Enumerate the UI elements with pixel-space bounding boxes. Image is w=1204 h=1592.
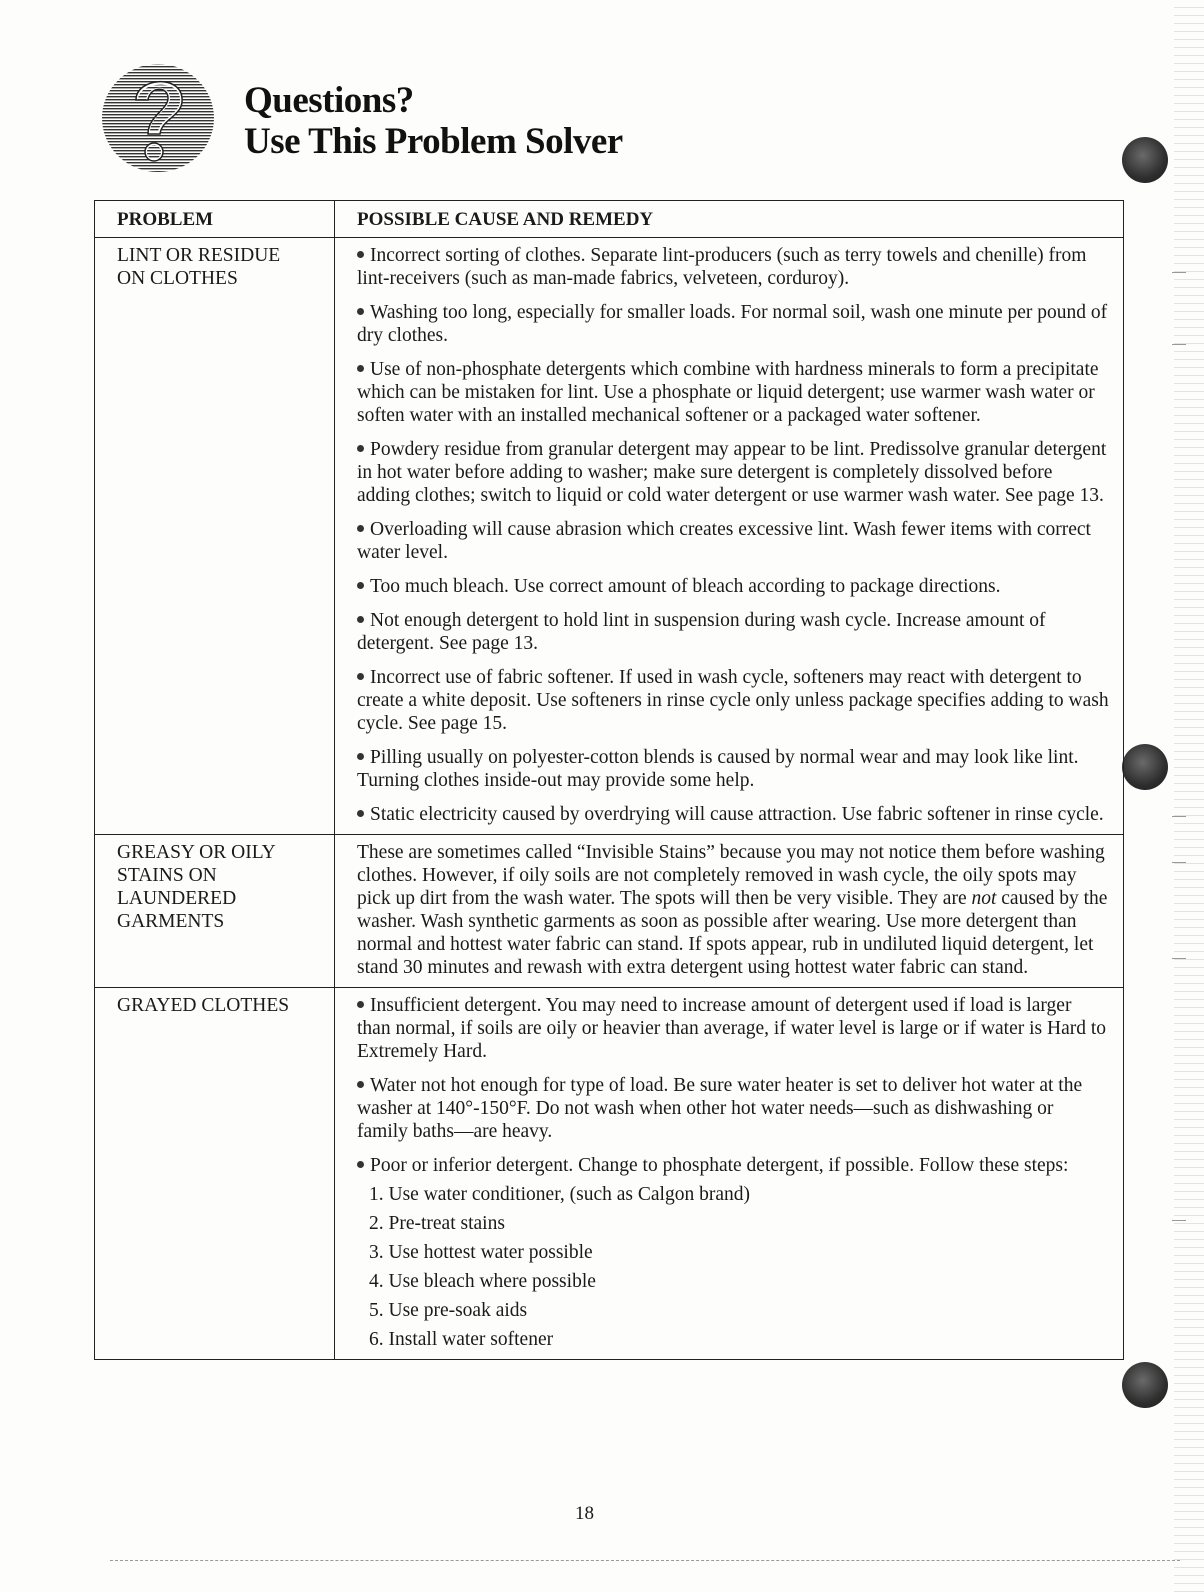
problem-solver-table	[94, 200, 1124, 1360]
bullet-icon	[357, 673, 364, 680]
binder-hole-bottom	[1122, 1362, 1168, 1408]
table-row	[95, 988, 1124, 1360]
remedy-item	[357, 1154, 1109, 1351]
edge-mark	[1172, 344, 1186, 345]
bullet-icon	[357, 753, 364, 760]
scan-edge	[1174, 0, 1204, 1592]
remedy-item	[357, 575, 1109, 598]
remedy-text: Too much bleach. Use correct amount of bleach according to package directions.	[370, 576, 1001, 597]
remedy-text: Water not hot enough for type of load. Be sure water heater is set to deliver hot water at the washer at 140°-150°F. Do not wash when other hot water needs—such as dishwashing or family baths—are heavy.	[357, 1075, 1083, 1142]
remedy-text: Washing too long, especially for smaller loads. For normal soil, wash one minute per pound of dry clothes.	[357, 302, 1108, 346]
remedy-item	[357, 803, 1109, 826]
step-item: 3. Use hottest water possible	[369, 1242, 593, 1263]
table-row	[95, 238, 1124, 835]
binder-hole-top	[1122, 137, 1168, 183]
page-number: 18	[575, 1503, 594, 1524]
remedy-cell	[335, 835, 1124, 988]
table-row	[95, 835, 1124, 988]
edge-mark	[1172, 816, 1186, 817]
remedy-item	[357, 358, 1109, 427]
problem-cell: LINT OR RESIDUE ON CLOTHES	[95, 238, 335, 835]
remedy-text: Not enough detergent to hold lint in suspension during wash cycle. Increase amount of detergent. See page 13.	[357, 610, 1046, 654]
remedy-text: Static electricity caused by overdrying will cause attraction. Use fabric softener in rinse cycle.	[370, 804, 1104, 825]
remedy-item	[357, 244, 1109, 290]
column-header-remedy: POSSIBLE CAUSE AND REMEDY	[335, 201, 1124, 238]
bullet-icon	[357, 1081, 364, 1088]
bullet-icon	[357, 308, 364, 315]
remedy-text: Use of non-phosphate detergents which combine with hardness minerals to form a precipitate which can be mistaken for lint. Use a phosphate or liquid detergent; use warmer wash water or soften water with an installed mechanical softener or a packaged water softener.	[357, 359, 1099, 426]
remedy-cell	[335, 988, 1124, 1360]
remedy-text: Pilling usually on polyester-cotton blends is caused by normal wear and may look like lint. Turning clothes inside-out may provide some help.	[357, 747, 1079, 791]
remedy-text: caused by the washer. Wash synthetic garments as soon as possible after wearing. Use more detergent than normal and hottest water fabric can stand. If spots appear, rub in undiluted liquid detergent, let stand 30 minutes and rewash with extra detergent using hottest water fabric can stand.	[357, 888, 1108, 978]
remedy-text: Overloading will cause abrasion which creates excessive lint. Wash fewer items with correct water level.	[357, 519, 1091, 563]
edge-mark	[1172, 958, 1186, 959]
page-title	[244, 80, 623, 162]
step-item: 4. Use bleach where possible	[369, 1271, 596, 1292]
remedy-item	[357, 994, 1109, 1063]
step-item: 1. Use water conditioner, (such as Calgon brand)	[369, 1184, 750, 1205]
question-mark-logo	[102, 60, 214, 178]
title-line-2: Use This Problem Solver	[244, 121, 623, 162]
bullet-icon	[357, 616, 364, 623]
bullet-icon	[357, 445, 364, 452]
remedy-item	[357, 609, 1109, 655]
remedy-cell	[335, 238, 1124, 835]
remedy-paragraph	[357, 841, 1109, 979]
column-header-problem: PROBLEM	[95, 201, 335, 238]
remedy-text: Incorrect sorting of clothes. Separate lint-producers (such as terry towels and chenille) from lint-receivers (such as man-made fabrics, velveteen, corduroy).	[357, 245, 1087, 289]
scan-bottom-line	[110, 1560, 1180, 1561]
step-item: 5. Use pre-soak aids	[369, 1300, 528, 1321]
bullet-icon	[357, 365, 364, 372]
bullet-icon	[357, 525, 364, 532]
problem-cell: GRAYED CLOTHES	[95, 988, 335, 1360]
remedy-item	[357, 1074, 1109, 1143]
binder-hole-middle	[1122, 744, 1168, 790]
bullet-icon	[357, 582, 364, 589]
bullet-icon	[357, 1161, 364, 1168]
remedy-item	[357, 746, 1109, 792]
edge-mark	[1172, 272, 1186, 273]
remedy-text: Poor or inferior detergent. Change to phosphate detergent, if possible. Follow these steps:	[370, 1155, 1069, 1176]
remedy-item	[357, 301, 1109, 347]
bullet-icon	[357, 1001, 364, 1008]
title-line-1: Questions?	[244, 80, 414, 121]
step-item: 2. Pre-treat stains	[369, 1213, 505, 1234]
step-item: 6. Install water softener	[369, 1329, 554, 1350]
remedy-text: Powdery residue from granular detergent may appear to be lint. Predissolve granular detergent in hot water before adding to washer; make sure detergent is completely dissolved before adding clothes; switch to liquid or cold water detergent or use warmer wash water. See page 13.	[357, 439, 1107, 506]
remedy-item	[357, 666, 1109, 735]
bullet-icon	[357, 251, 364, 258]
bullet-icon	[357, 810, 364, 817]
remedy-text: Insufficient detergent. You may need to increase amount of detergent used if load is larger than normal, if soils are oily or heavier than average, if water level is large or if water is Hard to Extremely Hard.	[357, 995, 1107, 1062]
table-header-row	[95, 201, 1124, 238]
edge-mark	[1172, 862, 1186, 863]
remedy-item	[357, 518, 1109, 564]
remedy-text: Incorrect use of fabric softener. If used in wash cycle, softeners may react with detergent to create a white deposit. Use softeners in rinse cycle only unless package specifies adding to wash cycle. See page 15.	[357, 667, 1109, 734]
remedy-emphasis: not	[971, 888, 997, 909]
remedy-item	[357, 438, 1109, 507]
problem-cell: GREASY OR OILY STAINS ON LAUNDERED GARMENTS	[95, 835, 335, 988]
edge-mark	[1172, 1220, 1186, 1221]
remedy-text: These are sometimes called “Invisible Stains” because you may not notice them before washing clothes. However, if oily soils are not completely removed in wash cycle, the oily spots may pick up dirt from the wash water. The spots will then be very visible. They are	[357, 842, 1105, 909]
